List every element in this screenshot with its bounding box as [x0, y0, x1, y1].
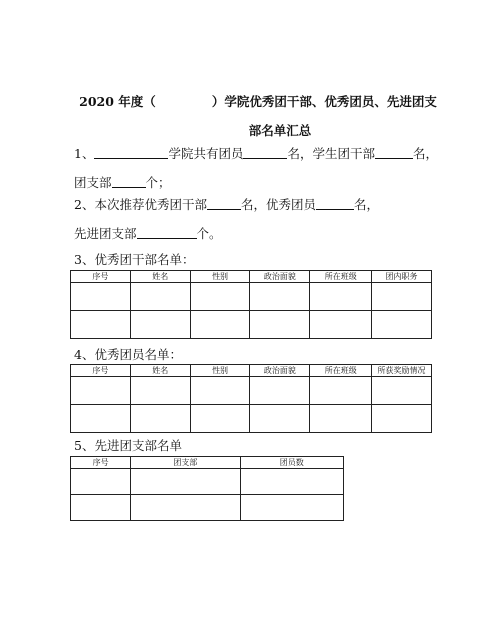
item2-text-d: 个。 [196, 226, 222, 241]
table-cell[interactable] [240, 469, 343, 495]
table-row [71, 405, 432, 433]
column-header: 所在班级 [310, 271, 372, 283]
item1-line1 [74, 144, 438, 162]
table-header-row [71, 365, 432, 377]
table-row [71, 283, 432, 311]
item2-text-b: 名， [353, 197, 379, 212]
table-cell[interactable] [71, 283, 131, 311]
column-header: 性别 [190, 365, 250, 377]
college-name-blank[interactable] [156, 95, 212, 107]
table-cell[interactable] [372, 405, 432, 433]
table-cell[interactable] [71, 495, 131, 521]
table-cell[interactable] [71, 377, 131, 405]
item1-text-a: 学院共有团员 [168, 146, 244, 161]
table-cell[interactable] [71, 311, 131, 339]
column-header: 团员数 [240, 457, 343, 469]
table-cell[interactable] [310, 311, 372, 339]
table-cell[interactable] [190, 311, 250, 339]
college-blank[interactable] [94, 146, 168, 159]
table-cell[interactable] [130, 377, 190, 405]
table-cell[interactable] [190, 283, 250, 311]
table-cell[interactable] [130, 283, 190, 311]
section4-heading: 4、优秀团员名单： [74, 347, 182, 362]
table-cell[interactable] [71, 469, 131, 495]
item2-line2 [74, 224, 222, 242]
table-cell[interactable] [130, 311, 190, 339]
table-cell[interactable] [372, 311, 432, 339]
column-header: 序号 [71, 365, 131, 377]
item2-line1 [74, 195, 379, 213]
column-header: 政治面貌 [250, 365, 310, 377]
table-header-row [71, 271, 432, 283]
advanced-branch-table [70, 456, 344, 521]
section3-heading: 3、优秀团干部名单： [74, 252, 195, 267]
column-header: 团内职务 [372, 271, 432, 283]
item2-text-lead: 2、本次推荐优秀团干部 [74, 197, 207, 212]
column-header: 团支部 [131, 457, 240, 469]
table-cell[interactable] [250, 283, 310, 311]
table-cell[interactable] [372, 377, 432, 405]
item1-text-d: 团支部 [74, 175, 112, 190]
item1-text-e: 个； [145, 175, 171, 190]
outstanding-member-table [70, 364, 432, 433]
table-row [71, 469, 344, 495]
title-rest: ）学院优秀团干部、优秀团员、先进团支 [211, 94, 437, 109]
table-row [71, 311, 432, 339]
outstanding-cadre-table [70, 270, 432, 339]
column-header: 性别 [190, 271, 250, 283]
column-header: 姓名 [130, 271, 190, 283]
branch-count-blank[interactable] [112, 175, 146, 188]
item1-text-b: 名，学生团干部 [287, 146, 375, 161]
item1-text-c: 名， [412, 146, 438, 161]
table-cell[interactable] [310, 283, 372, 311]
table-row [71, 377, 432, 405]
item1-line2 [74, 173, 171, 191]
table-cell[interactable] [190, 377, 250, 405]
column-header: 序号 [71, 271, 131, 283]
table-cell[interactable] [130, 405, 190, 433]
table-cell[interactable] [250, 311, 310, 339]
table-cell[interactable] [240, 495, 343, 521]
table-cell[interactable] [310, 377, 372, 405]
advanced-branch-blank[interactable] [137, 226, 197, 239]
table-cell[interactable] [131, 495, 240, 521]
column-header: 所在班级 [310, 365, 372, 377]
table-header-row [71, 457, 344, 469]
item1-number: 1、 [74, 146, 95, 161]
recommended-cadre-blank[interactable] [207, 197, 241, 210]
column-header: 姓名 [130, 365, 190, 377]
column-header: 政治面貌 [250, 271, 310, 283]
section5-heading: 5、先进团支部名单 [74, 438, 182, 453]
table-cell[interactable] [372, 283, 432, 311]
item2-text-a: 名，优秀团员 [240, 197, 316, 212]
recommended-member-blank[interactable] [316, 197, 354, 210]
item2-text-c: 先进团支部 [74, 226, 137, 241]
column-header: 序号 [71, 457, 131, 469]
document-title-line1 [38, 92, 478, 110]
table-cell[interactable] [190, 405, 250, 433]
table-cell[interactable] [71, 405, 131, 433]
table-cell[interactable] [131, 469, 240, 495]
title-year: 2020 年度（ [79, 94, 156, 109]
table-row [71, 495, 344, 521]
table-cell[interactable] [250, 405, 310, 433]
column-header: 所获奖励情况 [372, 365, 432, 377]
table-cell[interactable] [250, 377, 310, 405]
cadre-count-blank[interactable] [375, 146, 413, 159]
document-title-line2: 部名单汇总 [248, 123, 312, 138]
table-cell[interactable] [310, 405, 372, 433]
member-count-blank[interactable] [243, 146, 287, 159]
